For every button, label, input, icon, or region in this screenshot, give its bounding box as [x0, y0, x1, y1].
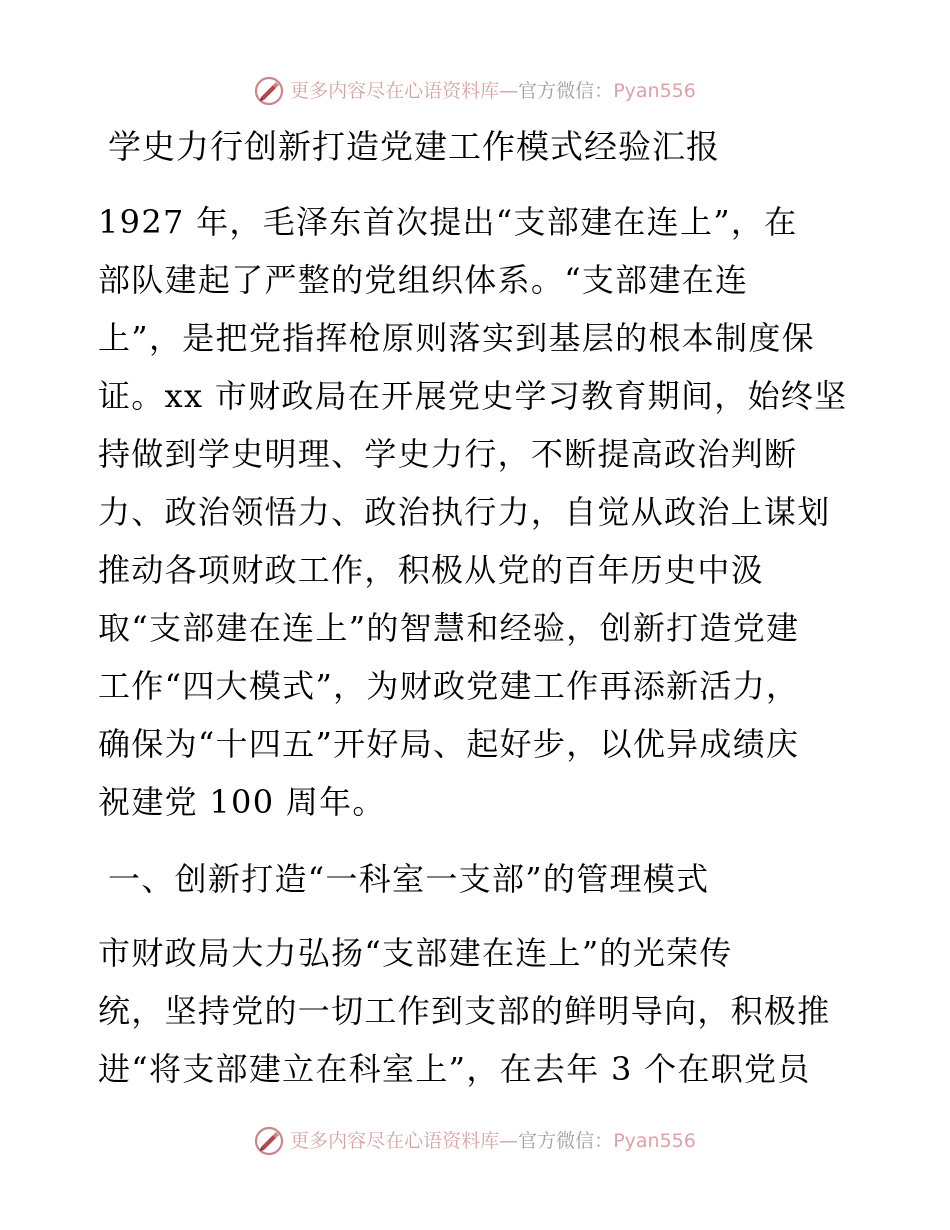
watermark-separator: — — [499, 80, 519, 102]
paragraph-intro — [98, 193, 858, 831]
watermark-wechat-id: Pyan556 — [613, 80, 696, 102]
paragraph-line: 力、政治领悟力、政治执行力，自觉从政治上谋划 — [98, 493, 831, 531]
paragraph-line: 推动各项财政工作，积极从党的百年历史中汲 — [98, 551, 765, 589]
paragraph-line: 祝建党 100 周年。 — [98, 783, 386, 821]
paragraph-line: 证。xx 市财政局在开展党史学习教育期间，始终坚 — [98, 377, 848, 415]
watermark-official-label: 官方微信： — [518, 80, 614, 102]
paragraph-line: 确保为“十四五”开好局、起好步，以优异成绩庆 — [98, 725, 800, 763]
paragraph-line: 上”，是把党指挥枪原则落实到基层的根本制度保 — [98, 319, 815, 357]
pen-logo-icon — [254, 1126, 284, 1156]
watermark-wechat-id: Pyan556 — [613, 1130, 696, 1152]
paragraph-line: 持做到学史明理、学史力行，不断提高政治判断 — [98, 435, 798, 473]
watermark-brand-text: 更多内容尽在心语资料库 — [290, 1130, 500, 1152]
watermark-brand-text: 更多内容尽在心语资料库 — [290, 80, 500, 102]
pen-logo-icon — [254, 76, 284, 106]
paragraph-line: 进“将支部建立在科室上”，在去年 3 个在职党员 — [98, 1050, 811, 1088]
paragraph-section-1 — [98, 924, 858, 1098]
document-title: 学史力行创新打造党建工作模式经验汇报 — [108, 127, 720, 166]
watermark-footer — [0, 1126, 950, 1156]
watermark-header — [0, 76, 950, 106]
paragraph-line: 统，坚持党的一切工作到支部的鲜明导向，积极推 — [98, 992, 831, 1030]
paragraph-line: 取“支部建在连上”的智慧和经验，创新打造党建 — [98, 609, 800, 647]
section-heading-1: 一、创新打造“一科室一支部”的管理模式 — [108, 860, 710, 898]
paragraph-line: 部队建起了严整的党组织体系。“支部建在连 — [98, 261, 749, 299]
paragraph-line: 市财政局大力弘扬“支部建在连上”的光荣传 — [98, 934, 733, 972]
paragraph-line: 1927 年，毛泽东首次提出“支部建在连上”，在 — [98, 203, 798, 241]
paragraph-line: 工作“四大模式”，为财政党建工作再添新活力， — [98, 667, 800, 705]
watermark-separator: — — [499, 1130, 519, 1152]
watermark-official-label: 官方微信： — [518, 1130, 614, 1152]
